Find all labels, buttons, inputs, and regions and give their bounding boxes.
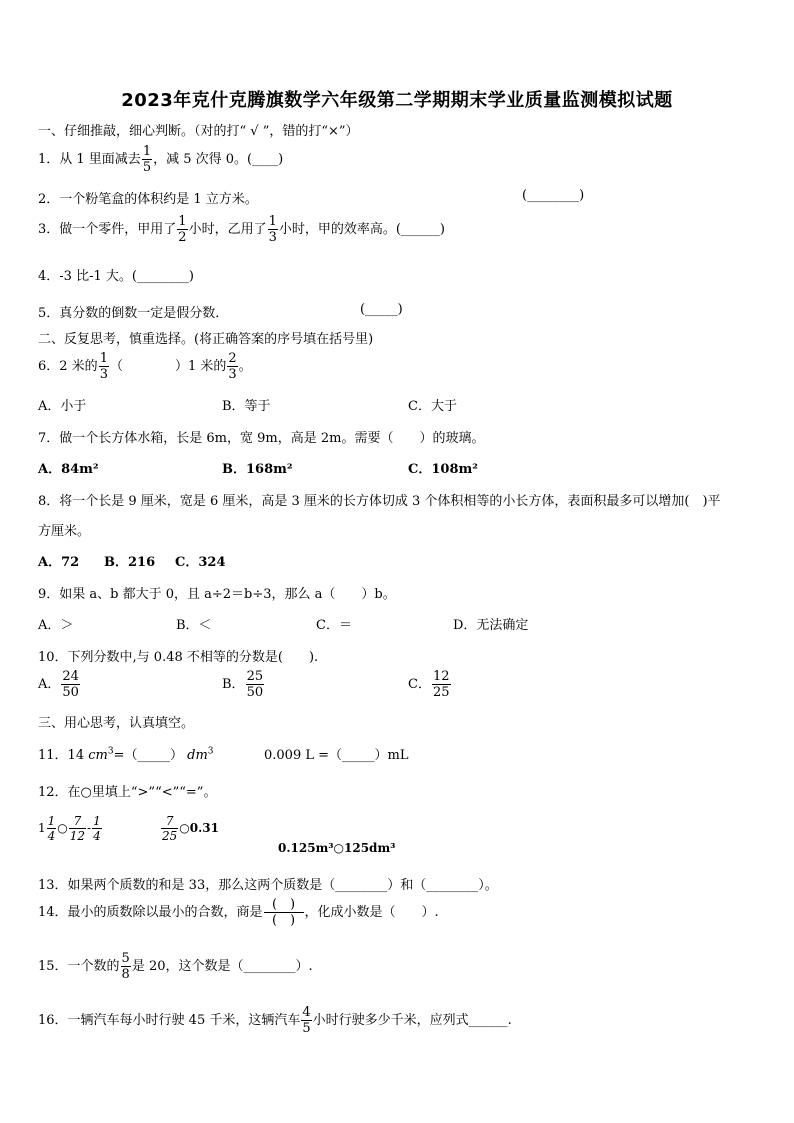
question-12: 12．在○里填上“>”“<”“=”。 — [38, 785, 217, 800]
q7-option-a: A．84m² — [38, 462, 99, 477]
question-10: 10．下列分数中,与 0.48 不相等的分数是( ). — [38, 650, 319, 665]
question-4: 4．-3 比-1 大。(________) — [38, 269, 195, 284]
question-2: 2．一个粉笔盒的体积约是 1 立方米。 — [38, 192, 258, 207]
q9-option-c: C．＝ — [316, 618, 352, 633]
question-15: 15．一个数的 $\frac{5}{8}$ 是 20，这个数是（________）. — [38, 951, 313, 982]
question-7: 7．做一个长方体水箱，长是 6m，宽 9m，高是 2m。需要（ ）的玻璃。 — [38, 431, 485, 446]
question-5: 5．真分数的倒数一定是假分数． — [38, 306, 229, 321]
q10-option-a: A． $\frac{24}{50}$ — [38, 669, 79, 700]
question-14: 14．最小的质数除以最小的合数，商是 ( ) ( ) ，化成小数是（ ）. — [38, 897, 439, 928]
question-3: 3．做一个零件，甲用了 $\frac{1}{2}$ 小时，乙用了 $\frac{1}{3}$ 小时，甲的效率高。(______) — [38, 214, 446, 245]
question-12-item-2: $\frac{7}{25}$ ○0.31 — [162, 814, 219, 843]
question-13: 13．如果两个质数的和是 33，那么这两个质数是（________）和（________）。 — [38, 878, 498, 893]
question-1: 1．从 1 里面减去 $\frac{1}{5}$ ，减 5 次得 0。(____) — [38, 144, 284, 175]
section-2-heading: 二、反复思考，慎重选择。(将正确答案的序号填在括号里) — [38, 332, 374, 347]
q8-option-a: A．72 — [38, 555, 80, 570]
page-title: 2023年克什克腾旗数学六年级第二学期期末学业质量监测模拟试题 — [121, 90, 673, 111]
q9-option-d: D．无法确定 — [453, 618, 529, 633]
question-8-line-2: 方厘米。 — [38, 524, 91, 539]
question-2-blank: (________) — [522, 188, 585, 203]
question-6: 6．2 米的 $\frac{1}{3}$ （ ）1 米的 $\frac{2}{3}$ 。 — [38, 351, 252, 382]
q10-option-c: C． $\frac{12}{25}$ — [408, 669, 450, 700]
q8-option-b: B．216 — [104, 555, 156, 570]
section-3-heading: 三、用心思考，认真填空。 — [38, 716, 195, 731]
q7-option-c: C．108m² — [408, 462, 478, 477]
q9-option-a: A．＞ — [38, 618, 74, 633]
question-5-blank: (_____) — [360, 302, 403, 317]
question-8-line-1: 8．将一个长是 9 厘米，宽是 6 厘米，高是 3 厘米的长方体切成 3 个体积相等的小长方体，表面积最多可以增加( )平 — [38, 494, 721, 509]
question-11: 11．14 $cm^3=(\_\_\_\_\_)$ $dm^3$ — [38, 746, 214, 763]
question-9: 9．如果 a、b 都大于 0，且 a÷2＝b÷3，那么 a（ ）b。 — [38, 587, 396, 602]
question-12-item-1: 1 $\frac{1}{4}$ ○ $\frac{7}{12}$ - $\frac{1}{4}$ — [38, 814, 101, 843]
question-11-part-2: 0.009 L =（_____）mL — [264, 748, 409, 763]
q7-option-b: B．168m² — [222, 462, 293, 477]
q9-option-b: B．＜ — [176, 618, 212, 633]
q10-option-b: B． $\frac{25}{50}$ — [222, 669, 264, 700]
q6-option-c: C．大于 — [408, 399, 457, 414]
question-12-item-3: 0.125m³○125dm³ — [278, 841, 396, 855]
q6-option-b: B．等于 — [222, 399, 271, 414]
q8-option-c: C．324 — [175, 555, 226, 570]
q6-option-a: A．小于 — [38, 399, 87, 414]
question-16: 16．一辆汽车每小时行驶 45 千米，这辆汽车 $\frac{4}{5}$ 小时行驶多少千米，应列式______. — [38, 1005, 512, 1036]
section-1-heading: 一、仔细推敲，细心判断。（对的打“ √ ”，错的打“×”） — [38, 124, 359, 139]
